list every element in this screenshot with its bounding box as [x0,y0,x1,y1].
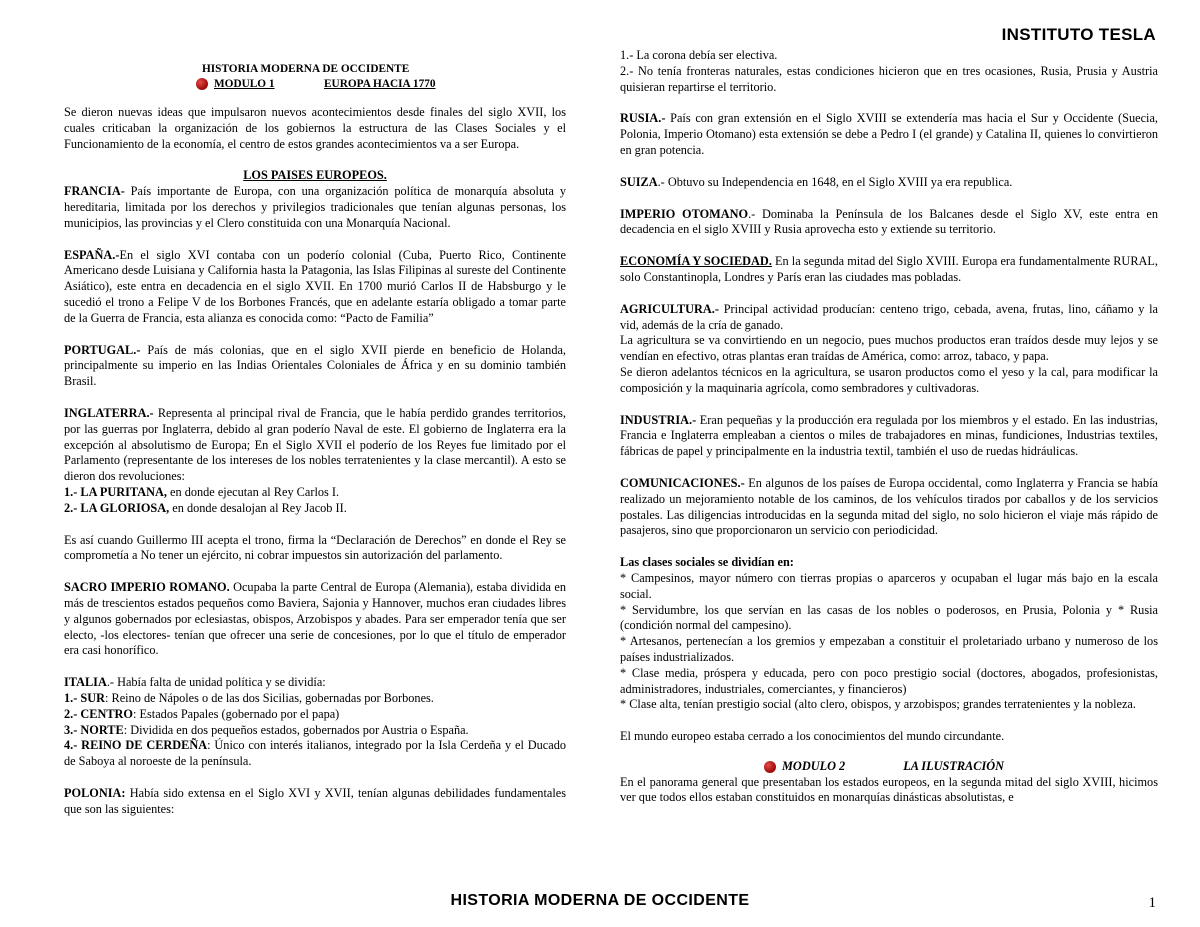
clase-item-4: * Clase media, próspera y educada, pero con poco prestigio social (doctores, abogados, profesionistas, administradores, industriales, comerciantes, y financieros) [620,665,1158,696]
agricultura-text: Principal actividad producían: centeno trigo, cebada, avena, frutas, lino, cáñamo y la vid, además de la cría de ganado. [620,301,1158,332]
revolution-1 [64,485,566,501]
polonia-point-1: 1.- La corona debía ser electiva. [620,48,778,62]
module-2-paragraph: En el panorama general que presentaban los estados europeos, en la segunda mitad del siglo XVIII, hicimos ver que todos ellos estaban constituidos en monarquías dinásticas absolutistas, e [620,774,1158,805]
suiza-heading: SUIZA [620,174,658,189]
red-circle-bullet-icon [196,78,208,90]
agricultura-paragraph-2: La agricultura se va convirtiendo en un negocio, pues muchos productos eran traídos desde muy lejos y se vendían en efectivo, otras plantas eran traídas de América, como: arroz, tabaco, y papa. [620,333,1158,364]
agricultura-paragraph-3: Se dieron adelantos técnicos en la agricultura, se usaron productos como el yeso y la cal, para modificar la composición y la maquinaria agrícola, como sembradores y cultivadoras. [620,364,1158,395]
suiza-text: .- Obtuvo su Independencia en 1648, en el Siglo XVIII ya era republica. [657,174,1013,189]
module-2-heading [770,759,1158,775]
red-circle-bullet-icon [764,761,776,773]
inglaterra-heading: INGLATERRA.- [64,405,154,420]
left-column [64,62,566,833]
revolution-1-heading: 1.- LA PURITANA, [64,484,167,499]
sacro-paragraph [64,580,566,659]
italia-item-2 [64,707,566,723]
polonia-heading: POLONIA: [64,785,126,800]
italia-item-4-heading: 4.- REINO DE CERDEÑA [64,738,208,753]
suiza-paragraph [620,175,1158,191]
economia-heading: ECONOMÍA Y SOCIEDAD. [620,254,772,269]
polonia-point-2: 2.- No tenía fronteras naturales, estas condiciones hicieron que en tres ocasiones, Rusia, Prusia y Austria quisieran repartirse el territorio. [620,63,1158,94]
guillermo-paragraph: Es así cuando Guillermo III acepta el trono, firma la “Declaración de Derechos” en donde el Rey se comprometía a No tener un ejército, ni cobrar impuestos sin autorización del parlamento. [64,532,566,563]
italia-intro [64,675,566,691]
italia-heading: ITALIA [64,675,107,690]
module-2-topic: LA ILUSTRACIÓN [903,758,1004,773]
espana-text: En el siglo XVI contaba con un poderío colonial (Cuba, Puerto Rico, Continente Americano desde Luisiana y California hasta la Patagonia, las Islas Filipinas al sureste del Continente Asiático), este entra en decadencia en el siglo XVII. En 1700 murió Carlos II de Habsburgo y le sucedió el trono a Felipe V de los Borbones Francés, que en adelante estaría obligado a tomar parte de la Guerra de Francia, esta alianza es conocida como: “Pacto de Familia” [64,247,566,325]
industria-text: Eran pequeñas y la producción era regulada por los miembros y el estado. En las industrias, Francia e Inglaterra empleaban a cientos o miles de trabajadores en minas, fundiciones, Industrias textiles, fábricas de papel y principalmente en la industria textil, también el uso de ruedas hidráulicas. [620,412,1158,459]
mundo-paragraph: El mundo europeo estaba cerrado a los conocimientos del mundo circundante. [620,729,1005,744]
industria-paragraph [620,413,1158,460]
italia-item-4-text: : Único con interés italianos, integrado por la Isla Cerdeña y el Ducado de Saboya al noroeste de la península. [64,738,566,769]
italia-item-1-text: : Reino de Nápoles o de las dos Sicilias, gobernadas por Borbones. [105,690,434,705]
espana-paragraph [64,248,566,327]
module-topic: EUROPA HACIA 1770 [324,77,436,90]
polonia-paragraph [64,786,566,818]
clase-item-2: * Servidumbre, los que servían en las casas de los nobles o poderosos, en Prusia, Polonia y * Rusia (condición normal del campesino). [620,602,1158,633]
portugal-heading: PORTUGAL.- [64,342,141,357]
right-column [620,48,1158,822]
module-heading [202,77,566,92]
clase-item-5: * Clase alta, tenían prestigio social (alto clero, obispos, y arzobispos; grandes terratenientes y la nobleza. [620,697,1136,712]
sacro-heading: SACRO IMPERIO ROMANO. [64,580,230,595]
italia-item-2-heading: 2.- CENTRO [64,706,134,721]
section-title: LOS PAISES EUROPEOS. [243,168,387,183]
francia-heading: FRANCIA- [64,184,125,199]
revolution-2-text: en donde desalojan al Rey Jacob II. [169,500,347,515]
revolution-1-text: en donde ejecutan al Rey Carlos I. [166,484,340,499]
document-title-block [202,62,566,91]
italia-item-4 [64,738,566,770]
francia-text: País importante de Europa, con una organización política de monarquía absoluta y hereditaria, limitada por los derechos y privilegios tradicionales que tenían algunas personas, los municipios, las provincias y el Clero constituida con una Monarquía Nacional. [64,184,566,230]
comunicaciones-text: En algunos de los países de Europa occidental, como Inglaterra y Francia se había realizado un mejoramiento notable de los caminos, de los vehículos tirados por caballos y de los servicios postales. Las diligencias introducidas en la segunda mitad del siglo, no solo hicieron el viaje más rápido de pasajeros, sino que proporcionaron un servicio con periodicidad. [620,475,1158,538]
italia-item-2-text: : Estados Papales (gobernado por el papa) [133,706,340,721]
page-number: 1 [1148,895,1156,911]
inglaterra-text: Representa al principal rival de Francia, que le había perdido grandes territorios, por las guerras por Inglaterra, debido al gran poderío Naval de este. El gobierno de Inglaterra era la excepción al absolutismo de Europa; En el Siglo XVII el poderío de los Reyes fue limitado por el Parlamento (representante de los intereses de los nobles terratenientes y la clase mercantil). A esto se dieron dos revoluciones: [64,405,566,484]
document-title: HISTORIA MODERNA DE OCCIDENTE [202,63,410,75]
italia-item-1 [64,691,566,707]
rusia-heading: RUSIA.- [620,111,666,126]
rusia-text: País con gran extensión en el Siglo XVIII se extendería mas hacia el Sur y Occidente (Suecia, Polonia, Imperio Otomano) esta extensión se debe a Pedro I (el grande) y Catalina II, quienes lo convirtieron en gran potencia. [620,111,1158,157]
module-2-label: MODULO 2 [782,758,846,773]
footer-title: HISTORIA MODERNA DE OCCIDENTE [450,892,750,909]
agricultura-paragraph [620,302,1158,334]
institute-header: INSTITUTO TESLA [1001,25,1156,44]
portugal-text: País de más colonias, que en el siglo XVII pierde en beneficio de Holanda, principalmente su imperio en las Indias Orientales Coloniales de África y en su dominio también Brasil. [64,342,566,389]
otomano-heading: IMPERIO OTOMANO [620,206,749,221]
clase-item-1: * Campesinos, mayor número con tierras propias o aparceros y ocupaban el lugar más bajo en la escala social. [620,570,1158,601]
italia-item-3-heading: 3.- NORTE [64,722,124,737]
comunicaciones-heading: COMUNICACIONES.- [620,475,745,490]
portugal-paragraph [64,343,566,390]
italia-item-3 [64,723,566,739]
espana-heading: ESPAÑA.- [64,247,120,262]
otomano-paragraph [620,207,1158,239]
clase-item-3: * Artesanos, pertenecían a los gremios y empezaban a constituir el proletariado urbano y numeroso de los países industrializados. [620,634,1158,664]
agricultura-heading: AGRICULTURA.- [620,301,719,316]
clases-heading: Las clases sociales se dividían en: [620,555,794,570]
inglaterra-paragraph [64,406,566,485]
industria-heading: INDUSTRIA.- [620,412,697,427]
italia-item-3-text: : Dividida en dos pequeños estados, gobernados por Austria o España. [123,722,469,737]
intro-paragraph: Se dieron nuevas ideas que impulsaron nuevos acontecimientos desde finales del siglo XVII, los cuales criticaban la organización de los gobiernos la estructura de las Clases Sociales y el Funcionamiento de la economía, el centro de estos grandes acontecimientos va a ser Europa. [64,105,566,151]
economia-text: En la segunda mitad del Siglo XVIII. Europa era fundamentalmente RURAL, solo Constantinopla, Londres y París eran las ciudades mas pobladas. [620,254,1158,284]
italia-text: .- Había falta de unidad política y se dividía: [106,675,326,690]
francia-paragraph [64,184,566,231]
comunicaciones-paragraph [620,476,1158,539]
economia-paragraph [620,254,1158,286]
module-label: MODULO 1 [214,77,275,90]
sacro-text: Ocupaba la parte Central de Europa (Alemania), estaba dividida en más de trescientos estados pequeños como Baviera, Sajonia y Hannover, muchos eran ciudades libres y algunos gobernados por eclesiastas, obispos, Arzobispos y abades. Para ser emperador tenía que ser electo, -los electores- tenían que ofrecer una serie de concesiones, por lo que el título de emperador era casi honorífico. [64,580,566,658]
otomano-text: .- Dominaba la Península de los Balcanes desde el Siglo XV, este entra en decadencia en el siglo XVIII y Rusia aprovecha esto y extiende su territorio. [620,206,1158,237]
revolution-2-heading: 2.- LA GLORIOSA, [64,500,170,515]
rusia-paragraph [620,111,1158,158]
revolution-2 [64,501,566,517]
polonia-text: Había sido extensa en el Siglo XVI y XVII, tenían algunas debilidades fundamentales que son las siguientes: [64,785,566,816]
italia-item-1-heading: 1.- SUR [64,690,105,705]
